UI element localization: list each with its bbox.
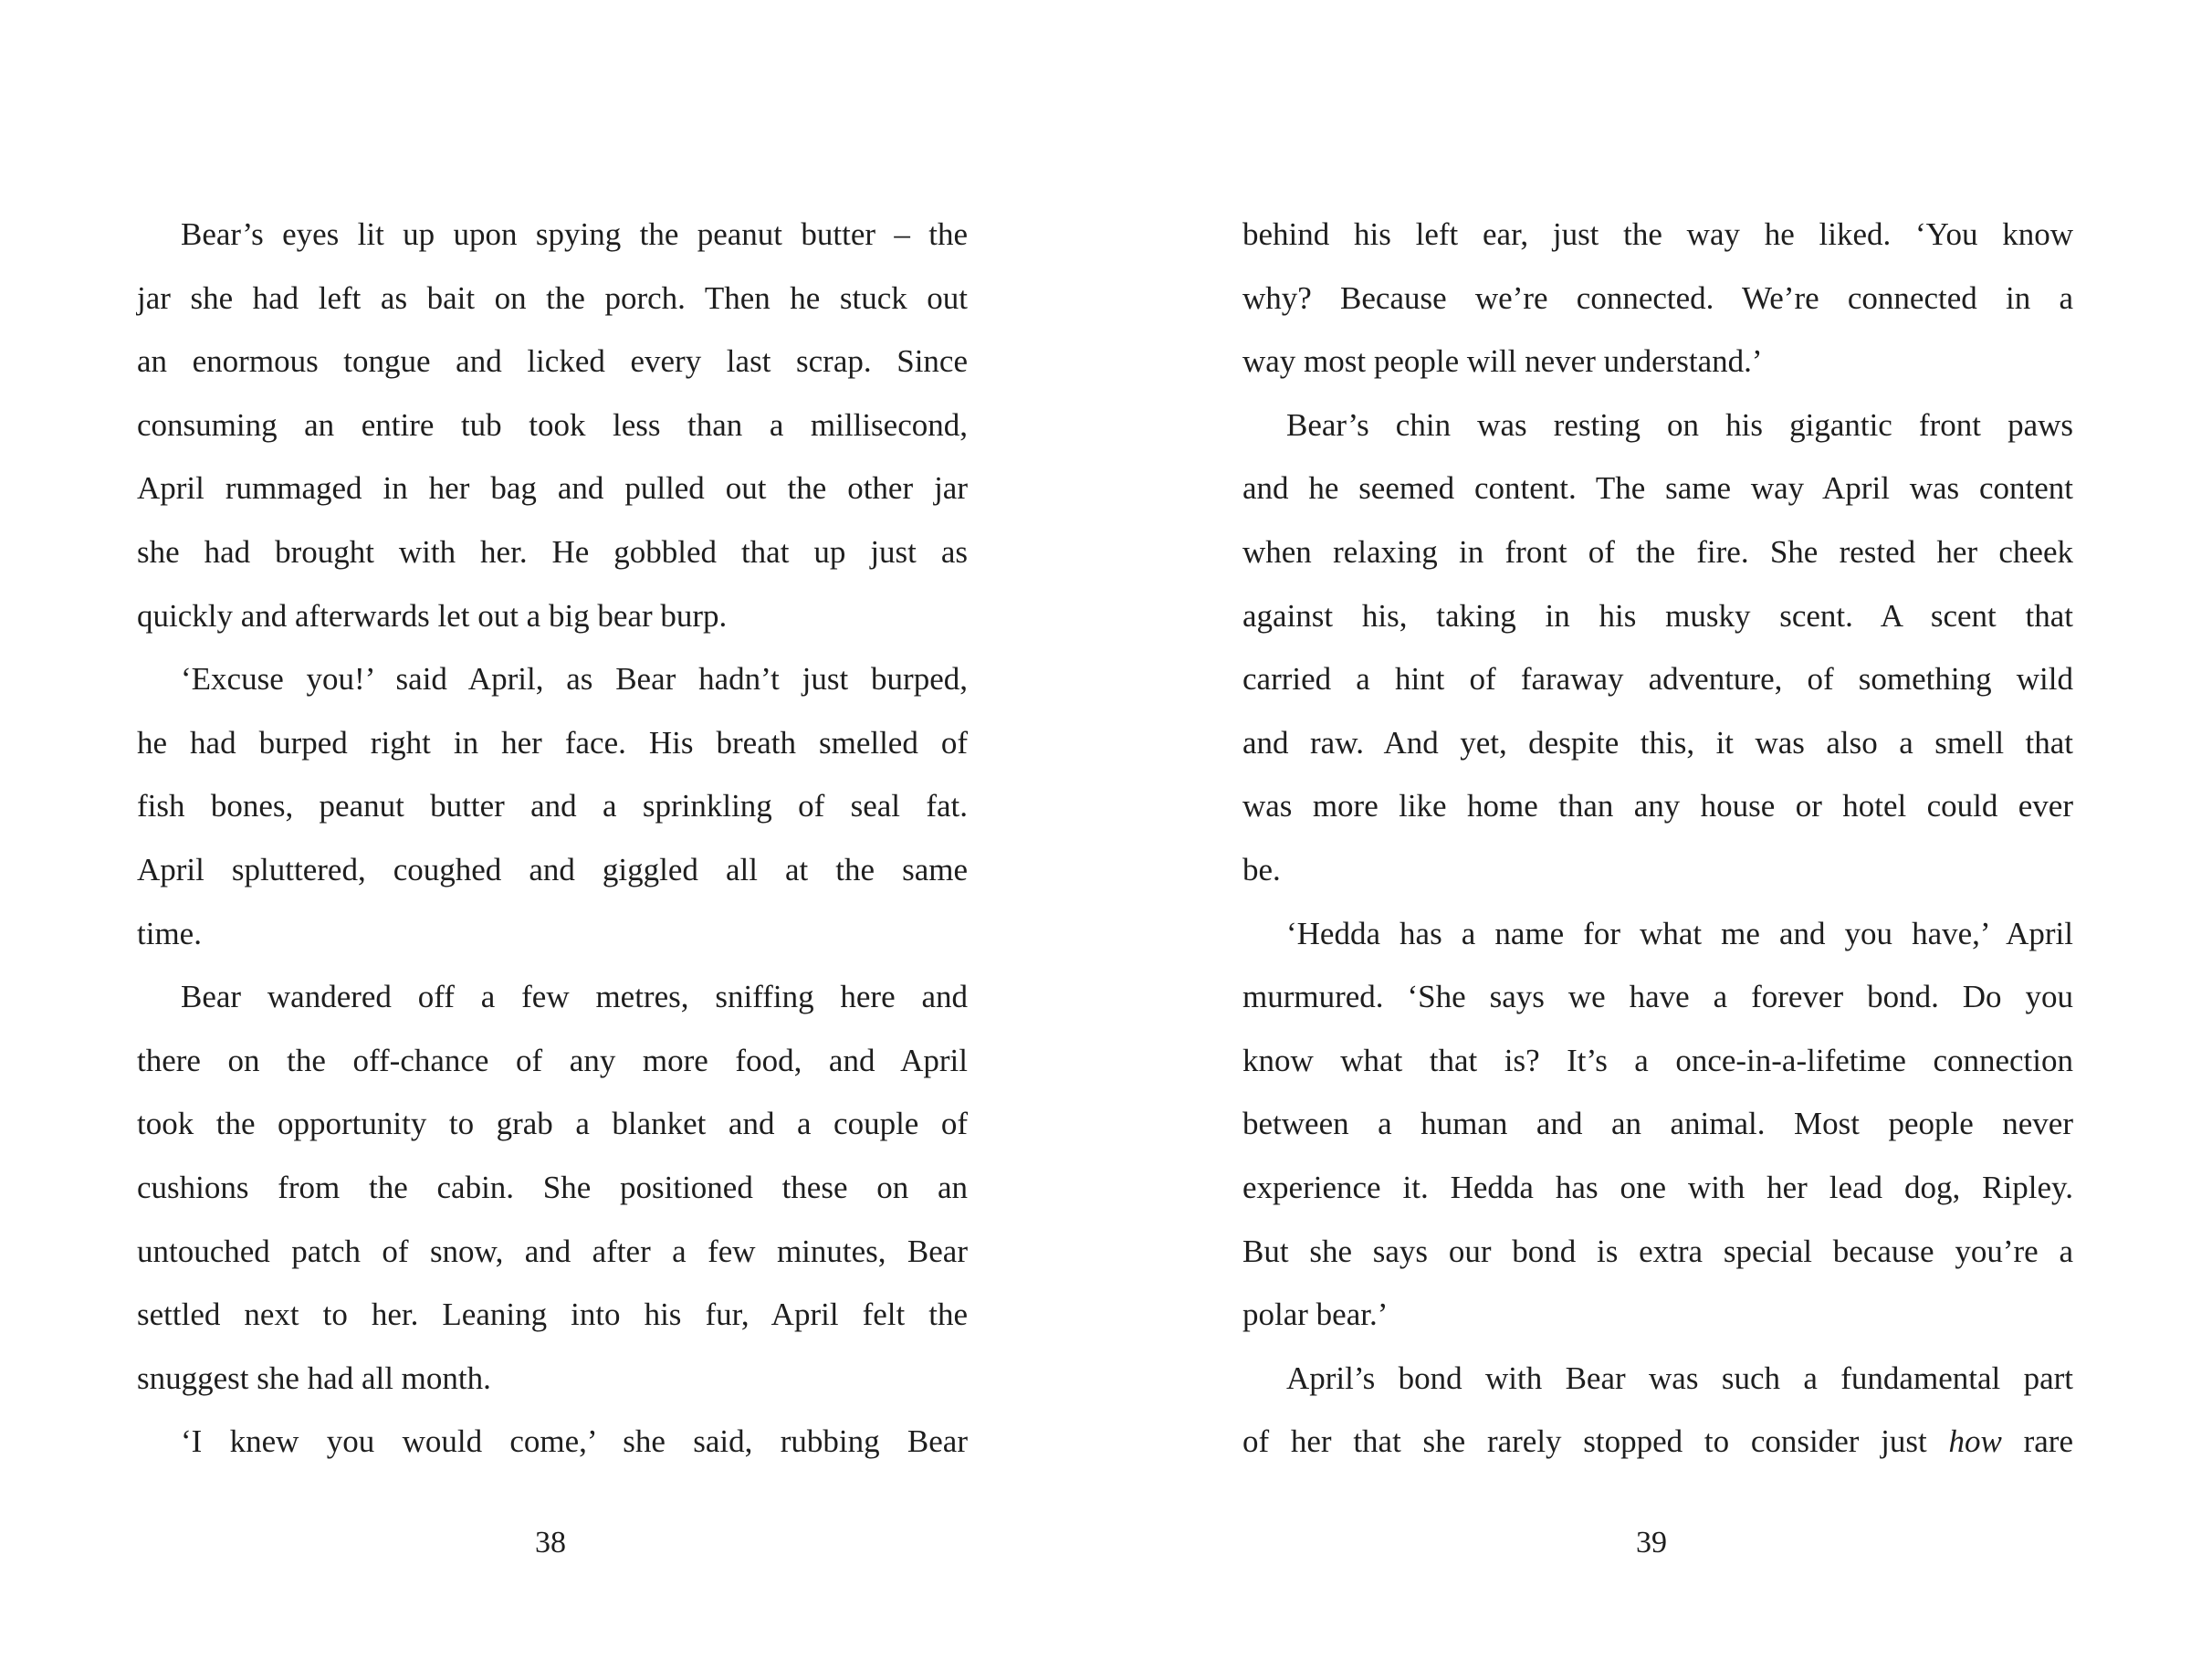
text-line: April rummaged in her bag and pulled out the other jar — [137, 470, 968, 507]
text-line: between a human and an animal. Most people never — [1242, 1106, 2073, 1142]
text-run: of her that she rarely stopped to consider just — [1242, 1423, 1949, 1460]
text-line: carried a hint of faraway adventure, of something wild — [1242, 661, 2073, 698]
text-line — [1242, 1410, 2073, 1474]
page-number: 38 — [535, 1526, 566, 1559]
text-run: rare — [2001, 1423, 2073, 1460]
text-line: Bear’s chin was resting on his gigantic front paws — [1286, 406, 2073, 443]
text-line: Bear wandered off a few metres, sniffing here and — [181, 979, 968, 1015]
text-line: he had burped right in her face. His breath smelled of — [137, 724, 968, 761]
text-line: April spluttered, coughed and giggled all at the same — [137, 851, 968, 887]
text-line: murmured. ‘She says we have a forever bond. Do you — [1242, 979, 2073, 1015]
text-line: why? Because we’re connected. We’re connected in a — [1242, 279, 2073, 316]
text-line: ‘I knew you would come,’ she said, rubbing Bear — [181, 1423, 968, 1460]
text-line: there on the off-chance of any more food, and April — [137, 1042, 968, 1078]
text-line: But she says our bond is extra special because you’re a — [1242, 1233, 2073, 1269]
text-line: time. — [137, 915, 202, 951]
page-number: 39 — [1636, 1526, 1667, 1559]
text-line: she had brought with her. He gobbled that up just as — [137, 533, 968, 570]
text-line: know what that is? It’s a once-in-a-lifetime connection — [1242, 1042, 2073, 1078]
right-page-text — [1242, 203, 2073, 1474]
text-line: Bear’s eyes lit up upon spying the peanut butter – the — [181, 216, 968, 252]
emphasis-word: how — [1948, 1423, 2002, 1460]
text-line: settled next to her. Leaning into his fur, April felt the — [137, 1297, 968, 1333]
text-line: an enormous tongue and licked every last scrap. Since — [137, 343, 968, 380]
text-line: way most people will never understand.’ — [1242, 343, 1763, 380]
text-line: quickly and afterwards let out a big bear burp. — [137, 597, 728, 634]
text-line: cushions from the cabin. She positioned these on an — [137, 1169, 968, 1205]
text-line: April’s bond with Bear was such a fundamental part — [1286, 1360, 2073, 1396]
text-line: fish bones, peanut butter and a sprinkling of seal fat. — [137, 788, 968, 824]
text-line: behind his left ear, just the way he liked. ‘You know — [1242, 216, 2073, 252]
text-line: took the opportunity to grab a blanket and a couple of — [137, 1106, 968, 1142]
text-line: ‘Excuse you!’ said April, as Bear hadn’t just burped, — [181, 661, 968, 698]
text-line: polar bear.’ — [1242, 1297, 1389, 1333]
text-line: be. — [1242, 851, 1281, 887]
text-line: untouched patch of snow, and after a few minutes, Bear — [137, 1233, 968, 1269]
text-line: and raw. And yet, despite this, it was also a smell that — [1242, 724, 2073, 761]
text-line: snuggest she had all month. — [137, 1360, 491, 1396]
left-page-text — [137, 203, 968, 1474]
text-line: and he seemed content. The same way April was content — [1242, 470, 2073, 507]
text-line: consuming an entire tub took less than a millisecond, — [137, 406, 968, 443]
text-line: jar she had left as bait on the porch. Then he stuck out — [137, 279, 968, 316]
text-line: was more like home than any house or hotel could ever — [1242, 788, 2073, 824]
text-line: when relaxing in front of the fire. She rested her cheek — [1242, 533, 2073, 570]
text-line: ‘Hedda has a name for what me and you have,’ April — [1286, 915, 2073, 951]
text-line: experience it. Hedda has one with her lead dog, Ripley. — [1242, 1169, 2073, 1205]
right-page — [1096, 0, 2191, 1680]
text-line: against his, taking in his musky scent. A scent that — [1242, 597, 2073, 634]
